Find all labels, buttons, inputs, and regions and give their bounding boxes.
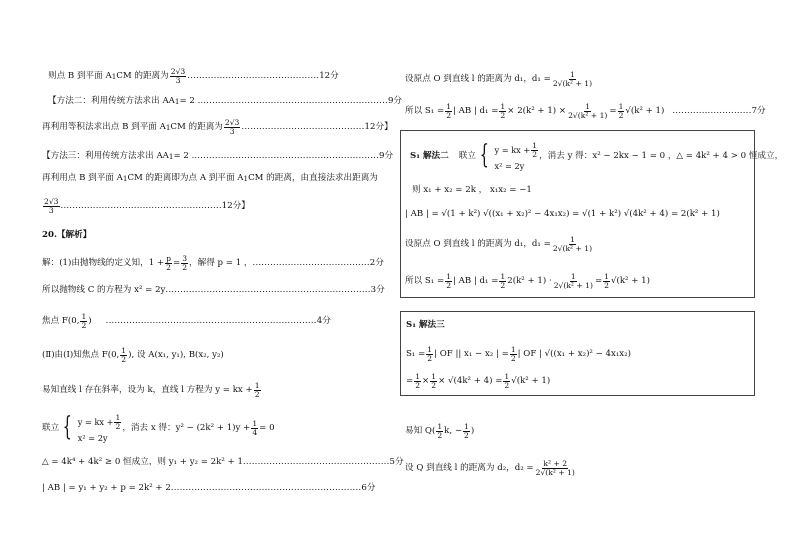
denominator: 2 xyxy=(446,280,452,290)
system-row xyxy=(495,142,540,159)
text: = 2 . xyxy=(179,96,201,106)
dot-leader: ........................... xyxy=(672,106,752,117)
system-row: x² = 2y xyxy=(77,432,108,443)
score: 5分 xyxy=(389,457,404,467)
text: 所以 S₁ = xyxy=(405,106,445,117)
text: √(k² + 1) xyxy=(611,276,650,287)
text: 2(k² + 1) · xyxy=(507,276,552,287)
denominator: 2 xyxy=(166,262,171,272)
score: 4分 xyxy=(316,316,331,327)
line-discriminant xyxy=(42,458,404,467)
denominator: 2 xyxy=(446,110,452,120)
fraction xyxy=(181,255,188,272)
line-method-three xyxy=(42,152,393,161)
fraction xyxy=(43,198,60,215)
text: 易知 Q( xyxy=(405,426,436,437)
system-rows xyxy=(78,414,123,442)
fraction xyxy=(170,68,187,85)
line-method-two xyxy=(48,97,402,106)
equation-system xyxy=(476,142,539,170)
fraction xyxy=(445,273,452,290)
fraction xyxy=(510,346,517,363)
fraction xyxy=(114,414,121,431)
numerator: 1 xyxy=(252,418,258,428)
fraction xyxy=(463,423,470,440)
numerator: 1 xyxy=(415,372,421,381)
text: CM 的距离为 xyxy=(116,71,169,82)
fraction xyxy=(567,103,608,120)
line-vieta xyxy=(412,186,532,195)
fraction xyxy=(603,273,610,290)
dot-leader: ........................................ xyxy=(252,258,370,269)
text: | OF | √((x₁ + x₂)² − 4x₁x₂) xyxy=(517,349,631,360)
line-focus xyxy=(42,313,331,330)
subscript: 1 xyxy=(165,122,171,132)
text: 20.【解析】 xyxy=(42,230,92,240)
fraction xyxy=(553,273,594,290)
text: ) xyxy=(88,316,92,327)
text: 【方法三：利用传统方法求出 AA xyxy=(42,151,169,161)
numerator: 1 xyxy=(570,70,575,79)
score: 12分】 xyxy=(364,122,393,133)
line-chord-length xyxy=(42,484,375,493)
numerator: 1 xyxy=(437,422,443,431)
numerator: 1 xyxy=(570,272,576,281)
denominator: 2 xyxy=(510,353,516,363)
denominator: 2 xyxy=(618,110,624,120)
fraction xyxy=(531,142,538,159)
subscript: 1 xyxy=(111,71,117,81)
score: 9分 xyxy=(387,96,403,106)
text: = xyxy=(406,376,414,387)
denominator: 2√(k² + 1) xyxy=(568,110,608,120)
denominator: 2 xyxy=(415,380,421,390)
line-distance-d1 xyxy=(405,71,594,88)
numerator: 1 xyxy=(500,272,506,281)
denominator: 2 xyxy=(431,380,437,390)
score: 7分 xyxy=(751,106,766,117)
system-row: x² = 2y xyxy=(494,160,525,171)
system-rows xyxy=(495,142,540,170)
text: 易知直线 l 存在斜率，设为 k，直线 l 方程为 y = kx + xyxy=(42,385,253,396)
text: | OF || x₁ − x₂ | = xyxy=(434,349,509,360)
numerator: 1 xyxy=(115,413,121,422)
text: △ = 4k⁴ + 4k² ≥ 0 恒成立，则 y₁ + y₂ = 2k² + 1 xyxy=(42,457,243,467)
numerator: 1 xyxy=(81,312,87,321)
subscript: 1 xyxy=(168,151,174,161)
denominator: 2√(k² + 1) xyxy=(552,78,593,88)
fraction xyxy=(430,373,437,390)
method-label: S₁ 解法二 xyxy=(410,150,449,161)
text: CM 的距离为 xyxy=(170,122,223,133)
fraction xyxy=(618,103,625,120)
text: 再利用点 B 到平面 A xyxy=(42,173,123,183)
text: ，解得 p = 1 ， xyxy=(189,258,253,269)
text: √(k² + 1) xyxy=(625,106,665,117)
score: 12分 xyxy=(319,71,339,82)
text: | AB | d₁ = xyxy=(453,106,499,117)
denominator: 2 xyxy=(500,280,506,290)
line-area-s1 xyxy=(405,103,766,120)
dot-leader: .......................................... xyxy=(241,122,365,133)
method-three-label xyxy=(406,321,445,330)
text: 联立 xyxy=(458,150,476,161)
line-part-two xyxy=(42,347,224,364)
denominator: 2 xyxy=(115,421,121,431)
score: 12分】 xyxy=(221,201,250,212)
line-distance-result xyxy=(48,68,339,85)
numerator: k² + 2 xyxy=(543,459,568,468)
line-area-s1-repeat xyxy=(405,273,650,290)
line-distance-d2 xyxy=(405,460,577,477)
fraction xyxy=(503,373,510,390)
denominator: 2 xyxy=(532,149,538,159)
line-simultaneous xyxy=(42,414,275,442)
denominator: 3 xyxy=(48,205,54,215)
text: y = kx + xyxy=(494,145,531,156)
line-parabola-equation xyxy=(42,286,385,295)
section-heading-20 xyxy=(42,231,91,240)
fraction xyxy=(436,423,443,440)
denominator: 2√(k² + 1) xyxy=(535,467,575,477)
numerator: 1 xyxy=(604,272,609,281)
text: × 2(k² + 1) × xyxy=(507,106,567,117)
text: 则 x₁ + x₂ = 2k ， x₁x₂ = −1 xyxy=(412,185,532,195)
denominator: 2 xyxy=(504,380,510,390)
text: 焦点 F(0, xyxy=(42,316,80,327)
denominator: 2 xyxy=(604,280,609,290)
numerator: 2√3 xyxy=(170,67,186,76)
denominator: 2 xyxy=(500,110,506,120)
numerator: 2√3 xyxy=(44,197,59,206)
line-slope xyxy=(42,382,262,399)
text: 联立 xyxy=(42,422,60,433)
brace: { xyxy=(479,140,489,171)
line-part-one xyxy=(42,255,384,272)
dot-leader: ....................................................... xyxy=(60,201,222,212)
line-method-two-setup xyxy=(410,142,783,170)
numerator: 1 xyxy=(446,102,452,111)
denominator: 2 xyxy=(254,389,260,399)
line-distance-d1-repeat xyxy=(405,236,594,253)
text: 再利用等积法求出点 B 到平面 A xyxy=(42,122,166,133)
line-direct-method xyxy=(42,174,378,183)
text: = 0 xyxy=(259,422,275,433)
fraction xyxy=(552,71,593,88)
numerator: 1 xyxy=(532,141,538,150)
line-direct-result xyxy=(42,198,250,215)
denominator: 2 xyxy=(464,430,469,440)
text: CM 的距离，由直接法求出距离为 xyxy=(248,173,378,183)
fraction xyxy=(499,103,506,120)
text: | AB | d₁ = xyxy=(453,276,499,287)
denominator: 2 xyxy=(427,353,433,363)
numerator: 1 xyxy=(427,345,433,354)
text: CM 的距离即为点 A 到平面 A xyxy=(127,173,244,183)
text: | AB | = y₁ + y₂ + p = 2k² + 2 xyxy=(42,483,171,493)
numerator: 1 xyxy=(500,102,506,111)
text: 所以 S₁ = xyxy=(405,276,445,287)
text: 所以抛物线 C 的方程为 x² = 2y xyxy=(42,285,166,295)
numerator: 1 xyxy=(254,381,260,390)
denominator: 4 xyxy=(252,427,258,437)
fraction xyxy=(251,420,258,437)
text: = xyxy=(609,106,617,117)
text: y = kx + xyxy=(77,417,114,428)
system-row xyxy=(78,414,123,431)
dot-leader: ............................................. xyxy=(187,71,320,82)
numerator: 1 xyxy=(464,422,469,431)
text: = 2 . xyxy=(173,151,195,161)
fraction xyxy=(120,347,127,364)
numerator: 1 xyxy=(504,372,510,381)
numerator: 1 xyxy=(510,345,516,354)
fraction xyxy=(414,373,421,390)
text: 设原点 O 到直线 l 的距离为 d₁，d₁ = xyxy=(405,239,551,250)
fraction xyxy=(445,103,452,120)
text: (Ⅱ)由(Ⅰ)知焦点 F(0, xyxy=(42,350,120,361)
numerator: 3 xyxy=(182,254,188,263)
text: = xyxy=(172,258,181,269)
denominator: 2 xyxy=(437,430,443,440)
text: 则点 B 到平面 A xyxy=(48,71,112,82)
text: ，消去 x 得：y² − (2k² + 1)y + xyxy=(122,422,251,433)
denominator: 2 xyxy=(121,354,127,364)
fraction xyxy=(80,313,87,330)
dot-leader: .................................................. xyxy=(242,457,390,467)
text: 【方法二：利用传统方法求出 AA xyxy=(48,96,175,106)
denominator: 3 xyxy=(175,75,181,85)
fraction xyxy=(552,236,593,253)
numerator: 1 xyxy=(570,235,575,244)
subscript: 1 xyxy=(122,173,128,183)
text: √(k² + 1) xyxy=(511,376,551,387)
text: = xyxy=(594,276,603,287)
text: ，消去 y 得：x² − 2kx − 1 = 0 ，△ = 4k² + 4 > 0 恒成立， xyxy=(539,150,784,161)
text: S₁ = xyxy=(406,349,426,360)
fraction xyxy=(499,273,506,290)
numerator: 1 xyxy=(446,272,452,281)
fraction xyxy=(426,346,433,363)
fraction xyxy=(535,460,576,477)
fraction xyxy=(165,255,172,272)
numerator: p xyxy=(166,254,171,263)
line-method-three-area xyxy=(406,346,631,363)
dot-leader: ................................................................ xyxy=(200,96,388,106)
text: ) xyxy=(470,426,475,437)
denominator: 3 xyxy=(229,126,235,136)
numerator: 1 xyxy=(431,372,437,381)
text: ), 设 A(x₁, y₁), B(x₂, y₂) xyxy=(128,350,224,361)
line-method-three-result xyxy=(406,373,550,390)
line-chord-formula xyxy=(405,210,720,219)
numerator: 1 xyxy=(121,346,127,355)
score: 6分 xyxy=(361,483,376,493)
numerator: 1 xyxy=(618,102,624,111)
numerator: 2√3 xyxy=(224,118,240,127)
dot-leader: ........................................................................ xyxy=(105,316,317,327)
text: 设 Q 到直线 l 的距离为 d₂，d₂ = xyxy=(405,463,534,474)
text: 解：(1)由抛物线的定义知，1 + xyxy=(42,258,165,269)
line-point-q xyxy=(405,423,474,440)
numerator: 1 xyxy=(585,102,591,111)
text: × xyxy=(422,376,430,387)
line-equal-volume xyxy=(42,119,393,136)
score: 9分 xyxy=(379,151,394,161)
dot-leader: ...................................................................... xyxy=(165,285,371,295)
denominator: 2 xyxy=(81,320,87,330)
text: k, − xyxy=(444,426,463,437)
score: 3分 xyxy=(370,285,385,295)
denominator: 2√(k² + 1) xyxy=(552,243,593,253)
subscript: 1 xyxy=(243,173,249,183)
score: 2分 xyxy=(369,258,384,269)
denominator: 2 xyxy=(182,262,188,272)
text: | AB | = √(1 + k²) √((x₁ + x₂)² − 4x₁x₂) = √(1 + k²) √(4k² + 4) = 2(k² + 1) xyxy=(405,209,720,219)
text: S₁ 解法三 xyxy=(406,320,445,330)
brace: { xyxy=(62,412,73,443)
subscript: 1 xyxy=(174,96,180,106)
fraction xyxy=(224,119,241,136)
denominator: 2√(k² + 1) xyxy=(553,280,593,290)
dot-leader: ............................................................... xyxy=(194,151,380,161)
equation-system xyxy=(59,414,122,442)
text: × √(4k² + 4) = xyxy=(438,376,503,387)
fraction xyxy=(254,382,261,399)
text: 设原点 O 到直线 l 的距离为 d₁，d₁ = xyxy=(405,74,551,85)
dot-leader: ................................................................. xyxy=(170,483,362,493)
